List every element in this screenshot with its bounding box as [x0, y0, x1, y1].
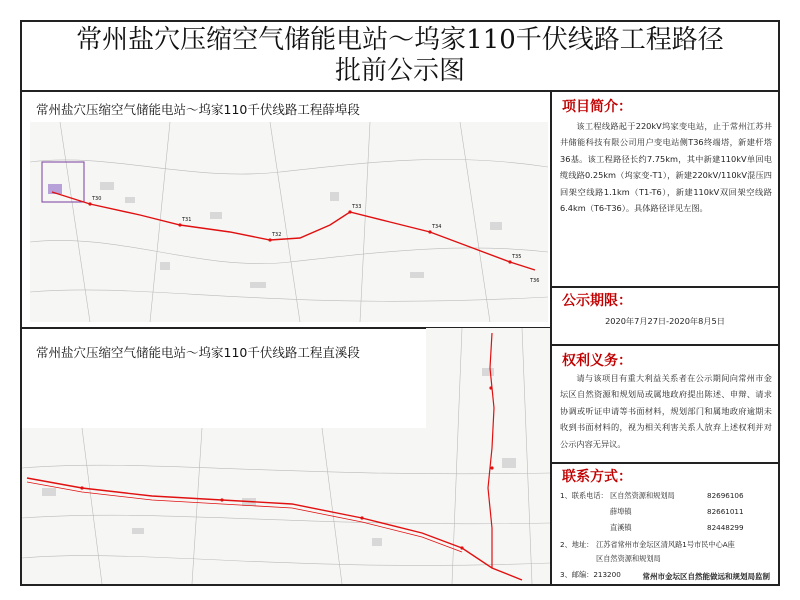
map2-title: 常州盐穴压缩空气储能电站～坞家110千伏线路工程直溪段	[36, 345, 360, 360]
project-heading: 项目简介：	[562, 99, 632, 115]
map1-route-map	[30, 122, 548, 322]
address-line-1: 江苏省常州市金坛区清风路1号市民中心A座	[596, 540, 735, 549]
contact-org: 区自然资源和规划局	[610, 491, 675, 500]
period-text: 2020年7月27日-2020年8月5日	[605, 316, 725, 326]
map-panel	[22, 90, 552, 584]
contact-org: 直溪镇	[610, 523, 632, 532]
poster-title	[22, 22, 778, 92]
tower-label: T34	[432, 224, 442, 230]
rights-text: 请与该项目有重大利益关系者在公示期间向常州市金坛区自然资源和规划局或属地政府提出陈述、申辩、请求协调或听证申请等书面材料，规划部门和属地政府逾期未收到书面材料的，视为相关利害关系人放弃上述权利并对公示内容无异议。	[560, 373, 772, 449]
tower-label: T33	[352, 204, 362, 210]
contact-heading: 联系方式：	[562, 469, 632, 485]
divider	[552, 344, 778, 346]
footer-credit: 常州市金坛区自然能做远和规划局监制	[642, 572, 770, 581]
divider	[552, 462, 778, 464]
title-line-1: 常州盐穴压缩空气储能电站～坞家110千伏线路工程路径	[76, 25, 724, 55]
contact-phone: 82696106	[707, 491, 744, 500]
map2-route-map	[22, 328, 550, 584]
divider	[552, 286, 778, 288]
project-text: 该工程线路起于220kV坞家变电站，止于常州江苏井井储能科技有限公司用户变电站侧T36终端塔，新建杆塔36基。该工程路径长约7.75km，其中新建110kV单回电缆线路0.25km（坞家变-T1），新建220kV/110kV混压四回架空线路1.1km（T1-T6），新建110kV双回架空线路6.4km（T6-T36）。具体路径详见左图。	[560, 121, 772, 214]
tower-label: T31	[182, 217, 192, 223]
tower-label: T35	[512, 254, 522, 260]
period-heading: 公示期限：	[562, 293, 632, 309]
tower-label: T30	[92, 196, 102, 202]
address-line-2: 区自然资源和规划局	[596, 554, 661, 563]
map1-title: 常州盐穴压缩空气储能电站～坞家110千伏线路工程薛埠段	[36, 102, 360, 117]
contact-phone: 82448299	[707, 523, 744, 532]
address-label: 2、地址：	[560, 540, 594, 549]
rights-heading: 权利义务：	[562, 353, 632, 369]
contact-org: 薛埠镇	[610, 507, 632, 516]
contact-phone: 82661011	[707, 507, 744, 516]
tower-label: T32	[272, 232, 282, 238]
title-line-2: 批前公示图	[334, 56, 465, 86]
phone-label: 1、联系电话：	[560, 491, 608, 500]
postcode: 3、邮编：213200	[560, 570, 621, 579]
info-panel	[552, 90, 778, 584]
tower-label: T36	[530, 278, 540, 284]
